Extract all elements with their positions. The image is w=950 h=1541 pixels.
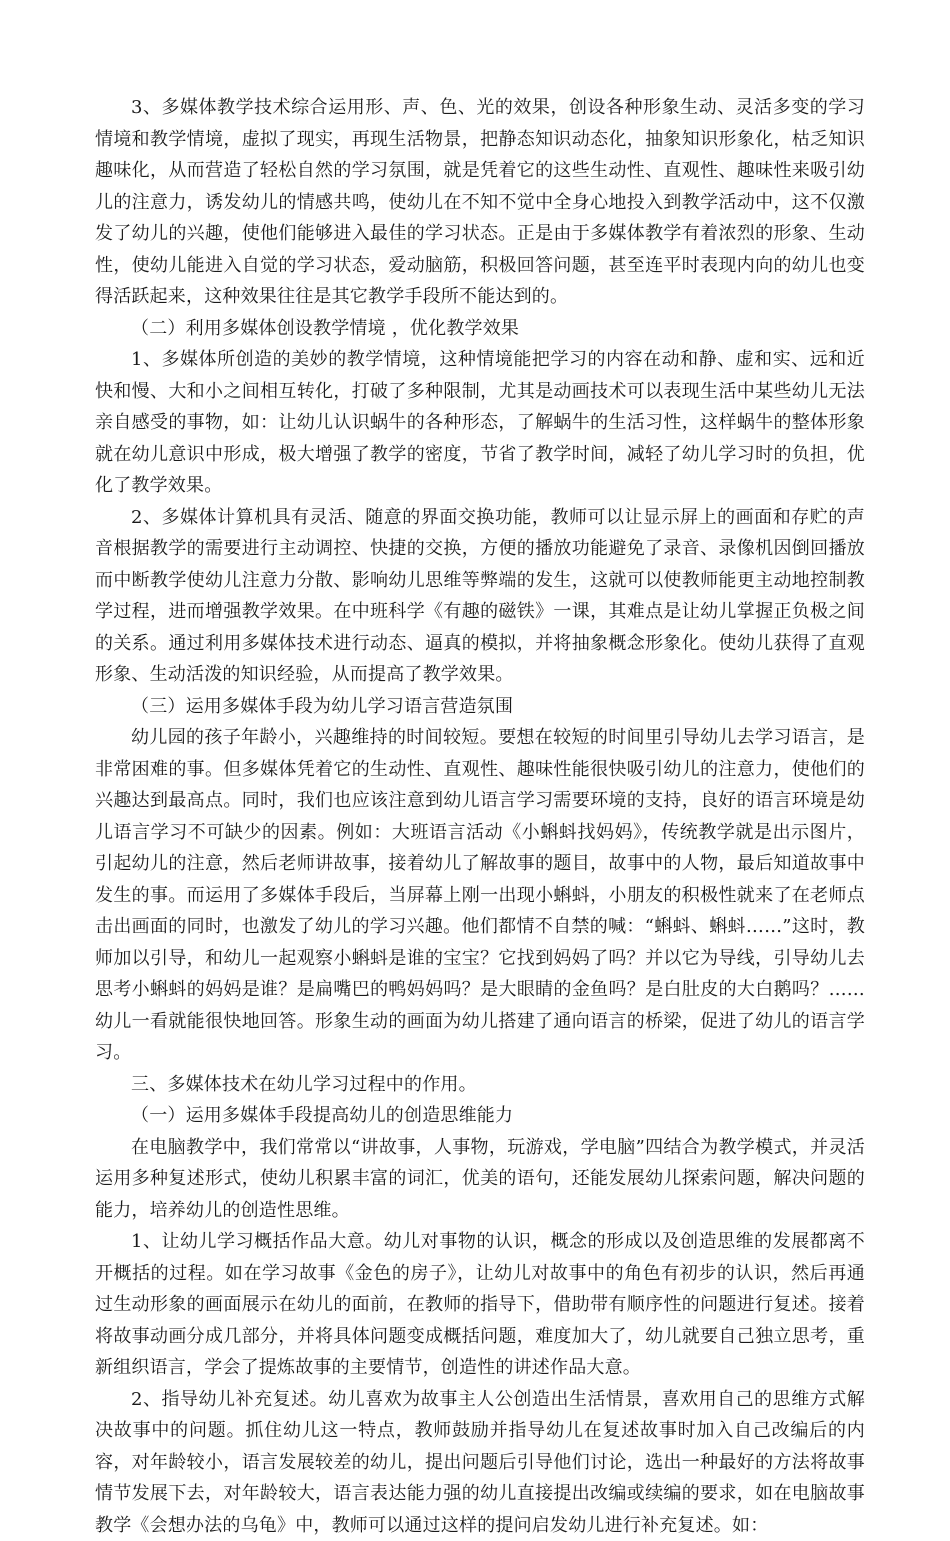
paragraph-summarize-story: 1、让幼儿学习概括作品大意。幼儿对事物的认识，概念的形成以及创造思维的发展都离不开概括的过程。如在学习故事《金色的房子》，让幼儿对故事中的角色有初步的认识，然后再通过生动形象的画面展示在幼儿的面前，在教师的指导下，借助带有顺序性的问题进行复述。接着将故事动画分成几部分，并将具体问题变成概括问题，难度加大了，幼儿就要自己独立思考，重新组织语言，学会了提炼故事的主要情节，创造性的讲述作品大意。: [95, 1226, 865, 1384]
paragraph-tadpole-example: 幼儿园的孩子年龄小，兴趣维持的时间较短。要想在较短的时间里引导幼儿去学习语言，是非常困难的事。但多媒体凭着它的生动性、直观性、趣味性能很快吸引幼儿的注意力，使他们的兴趣达到最高点。同时，我们也应该注意到幼儿语言学习需要环境的支持，良好的语言环境是幼儿语言学习不可缺少的因素。例如：大班语言活动《小蝌蚪找妈妈》，传统教学就是出示图片，引起幼儿的注意，然后老师讲故事，接着幼儿了解故事的题目，故事中的人物，最后知道故事中发生的事。而运用了多媒体手段后，当屏幕上刚一出现小蝌蚪，小朋友的积极性就来了在老师点击出画面的同时，也激发了幼儿的学习兴趣。他们都情不自禁的喊：“蝌蚪、蝌蚪……”这时，教师加以引导，和幼儿一起观察小蝌蚪是谁的宝宝？它找到妈妈了吗？并以它为导线，引导幼儿去思考小蝌蚪的妈妈是谁？是扁嘴巴的鸭妈妈吗？是大眼睛的金鱼吗？是白肚皮的大白鹅吗？……幼儿一看就能很快地回答。形象生动的画面为幼儿搭建了通向语言的桥梁，促进了幼儿的语言学习。: [95, 722, 865, 1069]
section-heading-learning-role: 三、多媒体技术在幼儿学习过程中的作用。: [95, 1069, 865, 1101]
paragraph-multimedia-effects: 3、多媒体教学技术综合运用形、声、色、光的效果，创设各种形象生动、灵活多变的学习情境和教学情境，虚拟了现实，再现生活物景，把静态知识动态化，抽象知识形象化，枯乏知识趣味化，从而营造了轻松自然的学习氛围，就是凭着它的这些生动性、直观性、趣味性来吸引幼儿的注意力，诱发幼儿的情感共鸣，使幼儿在不知不觉中全身心地投入到教学活动中，这不仅激发了幼儿的兴趣，使他们能够进入最佳的学习状态。正是由于多媒体教学有着浓烈的形象、生动性，使幼儿能进入自觉的学习状态，爱动脑筋，积极回答问题，甚至连平时表现内向的幼儿也变得活跃起来，这种效果往往是其它教学手段所不能达到的。: [95, 92, 865, 313]
paragraph-teaching-situation: 1、多媒体所创造的美妙的教学情境，这种情境能把学习的内容在动和静、虚和实、远和近快和慢、大和小之间相互转化，打破了多种限制，尤其是动画技术可以表现生活中某些幼儿无法亲自感受的事物，如：让幼儿认识蜗牛的各种形态，了解蜗牛的生活习性，这样蜗牛的整体形象就在幼儿意识中形成，极大增强了教学的密度，节省了教学时间，减轻了幼儿学习时的负担，优化了教学效果。: [95, 344, 865, 502]
section-heading-language-atmosphere: （三）运用多媒体手段为幼儿学习语言营造氛围: [95, 691, 865, 723]
document-page: [95, 92, 865, 1541]
section-heading-optimize-teaching: （二）利用多媒体创设教学情境 ，优化教学效果: [95, 313, 865, 345]
paragraph-interface-exchange: 2、多媒体计算机具有灵活、随意的界面交换功能，教师可以让显示屏上的画面和存贮的声音根据教学的需要进行主动调控、快捷的交换，方便的播放功能避免了录音、录像机因倒回播放而中断教学使幼儿注意力分散、影响幼儿思维等弊端的发生，这就可以使教师能更主动地控制教学过程，进而增强教学效果。在中班科学《有趣的磁铁》一课，其难点是让幼儿掌握正负极之间的关系。通过利用多媒体技术进行动态、逼真的模拟，并将抽象概念形象化。使幼儿获得了直观形象、生动活泼的知识经验，从而提高了教学效果。: [95, 502, 865, 691]
section-heading-creative-thinking: （一）运用多媒体手段提高幼儿的创造思维能力: [95, 1100, 865, 1132]
paragraph-supplementary-retelling: 2、指导幼儿补充复述。幼儿喜欢为故事主人公创造出生活情景，喜欢用自己的思维方式解决故事中的问题。抓住幼儿这一特点，教师鼓励并指导幼儿在复述故事时加入自己改编后的内容，对年龄较小，语言发展较差的幼儿，提出问题后引导他们讨论，选出一种最好的方法将故事情节发展下去，对年龄较大，语言表达能力强的幼儿直接提出改编或续编的要求，如在电脑故事教学《会想办法的乌龟》中，教师可以通过这样的提问启发幼儿进行补充复述。如：: [95, 1384, 865, 1541]
paragraph-computer-teaching: 在电脑教学中，我们常常以“讲故事，人事物，玩游戏，学电脑”四结合为教学模式，并灵活运用多种复述形式，使幼儿积累丰富的词汇，优美的语句，还能发展幼儿探索问题，解决问题的能力，培养幼儿的创造性思维。: [95, 1132, 865, 1227]
